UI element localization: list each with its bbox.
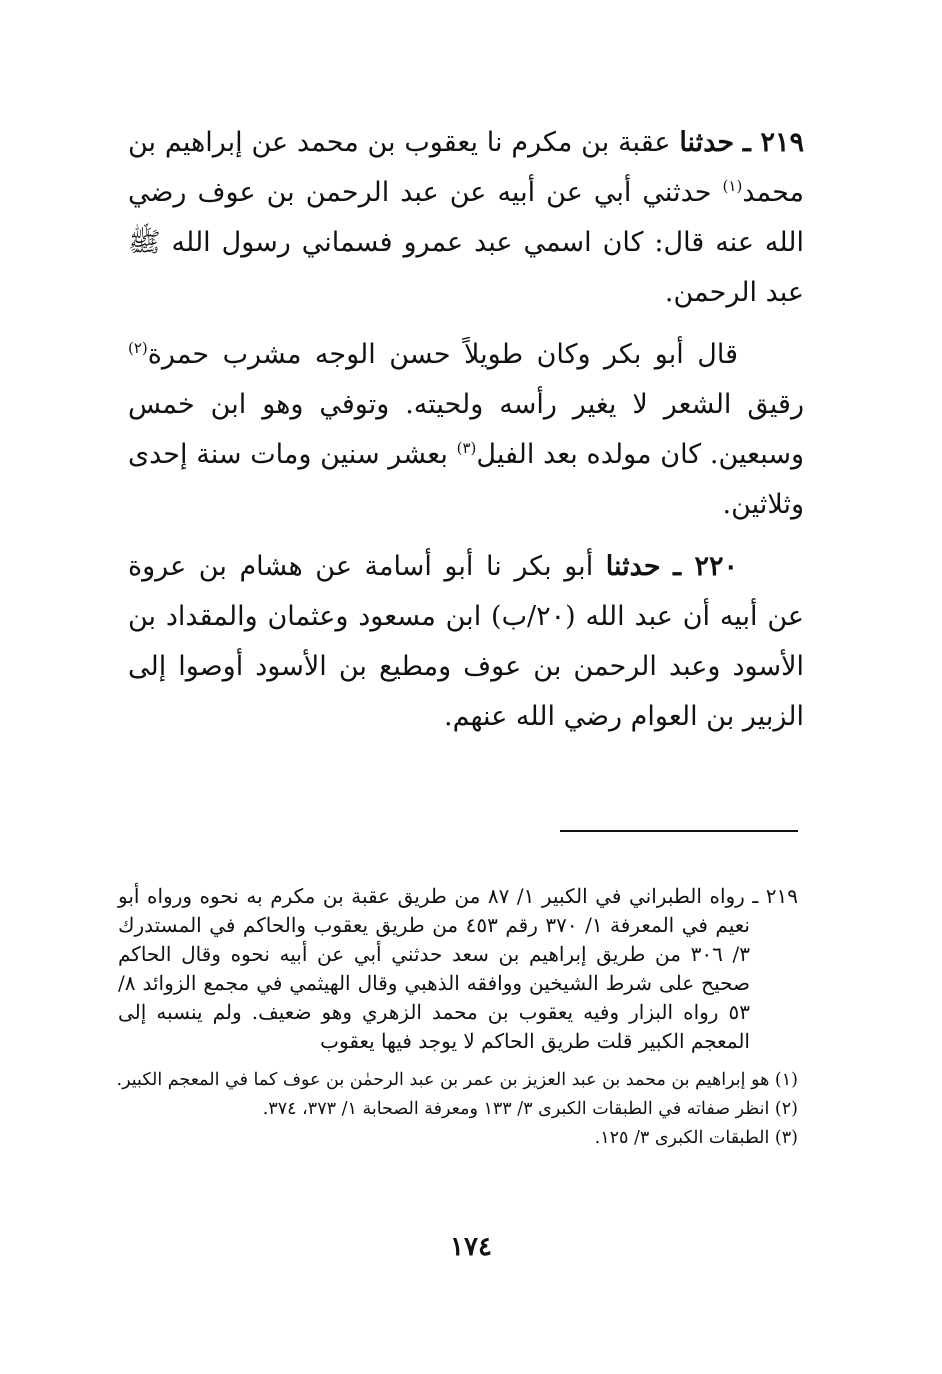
hadith-keyword: حدثنا (679, 127, 735, 158)
biography-text-end: بعشر سنين ومات سنة إحدى وثلاثين. (128, 439, 804, 520)
biography-text-cont: رقيق الشعر لا يغير رأسه ولحيته. وتوفي وهو ابن خمس وسبعين. كان مولده بعد الفيل (128, 389, 804, 470)
biography-paragraph (128, 330, 804, 530)
footnote-2: (٢) انظر صفاته في الطبقات الكبرى ٣/ ١٣٣ ومعرفة الصحابة ١/ ٣٧٣، ٣٧٤. (262, 1099, 798, 1119)
footnote-marker-3[interactable]: (٣) (456, 439, 477, 457)
page-number: ١٧٤ (450, 1232, 492, 1262)
hadith-text: أبو بكر نا أبو أسامة عن هشام بن عروة عن أبيه أن عبد الله (٢٠/ب) ابن مسعود وعثمان والمقداد بن الأسود وعبد الرحمن بن عوف ومطيع بن الأسود أوصوا إلى الزبير بن العوام رضي الله عنهم. (128, 551, 805, 732)
hadith-number: ٢٢٠ ـ (673, 551, 738, 582)
takhrij-note: ٢١٩ ـ رواه الطبراني في الكبير ١/ ٨٧ من طريق عقبة بن مكرم به نحوه ورواه أبو نعيم في المعرفة ١/ ٣٧٠ رقم ٤٥٣ من طريق يعقوب والحاكم في المستدرك ٣/ ٣٠٦ من طريق إبراهيم بن سعد حدثني أبي عن أبيه نحوه وقال الحاكم صحيح على شرط الشيخين ووافقه الذهبي وقال الهيثمي في مجمع الزوائد ٨/ ٥٣ رواه البزار وفيه يعقوب بن محمد الزهري وهو ضعيف. ولم ينسبه إلى المعجم الكبير قلت طريق الحاكم لا يوجد فيها يعقوب (118, 884, 798, 1053)
hadith-219 (128, 118, 804, 318)
footnote-3: (٣) الطبقات الكبرى ٣/ ١٢٥. (594, 1128, 798, 1148)
notes-section (118, 882, 798, 1153)
footnote-separator (560, 830, 798, 832)
hadith-keyword: حدثنا (605, 551, 661, 582)
footnote-1: (١) هو إبراهيم بن محمد بن عبد العزيز بن عمر بن عبد الرحمٰن بن عوف كما في المعجم الكبير. (116, 1070, 798, 1090)
hadith-text-cont: حدثني أبي عن أبيه عن عبد الرحمن بن عوف رضي الله عنه قال: كان اسمي عبد عمرو فسماني رسول الله ﷺ عبد الرحمن. (128, 177, 804, 308)
hadith-number: ٢١٩ ـ (742, 127, 804, 158)
hadith-220 (128, 542, 804, 742)
main-text (128, 118, 804, 754)
hadith-text: عقبة بن مكرم نا يعقوب بن محمد عن إبراهيم بن محمد (128, 127, 804, 208)
footnote-marker-1[interactable]: (١) (722, 177, 743, 195)
biography-text: قال أبو بكر وكان طويلاً حسن الوجه مشرب حمرة (147, 339, 738, 370)
footnote-marker-2[interactable]: (٢) (128, 339, 148, 357)
